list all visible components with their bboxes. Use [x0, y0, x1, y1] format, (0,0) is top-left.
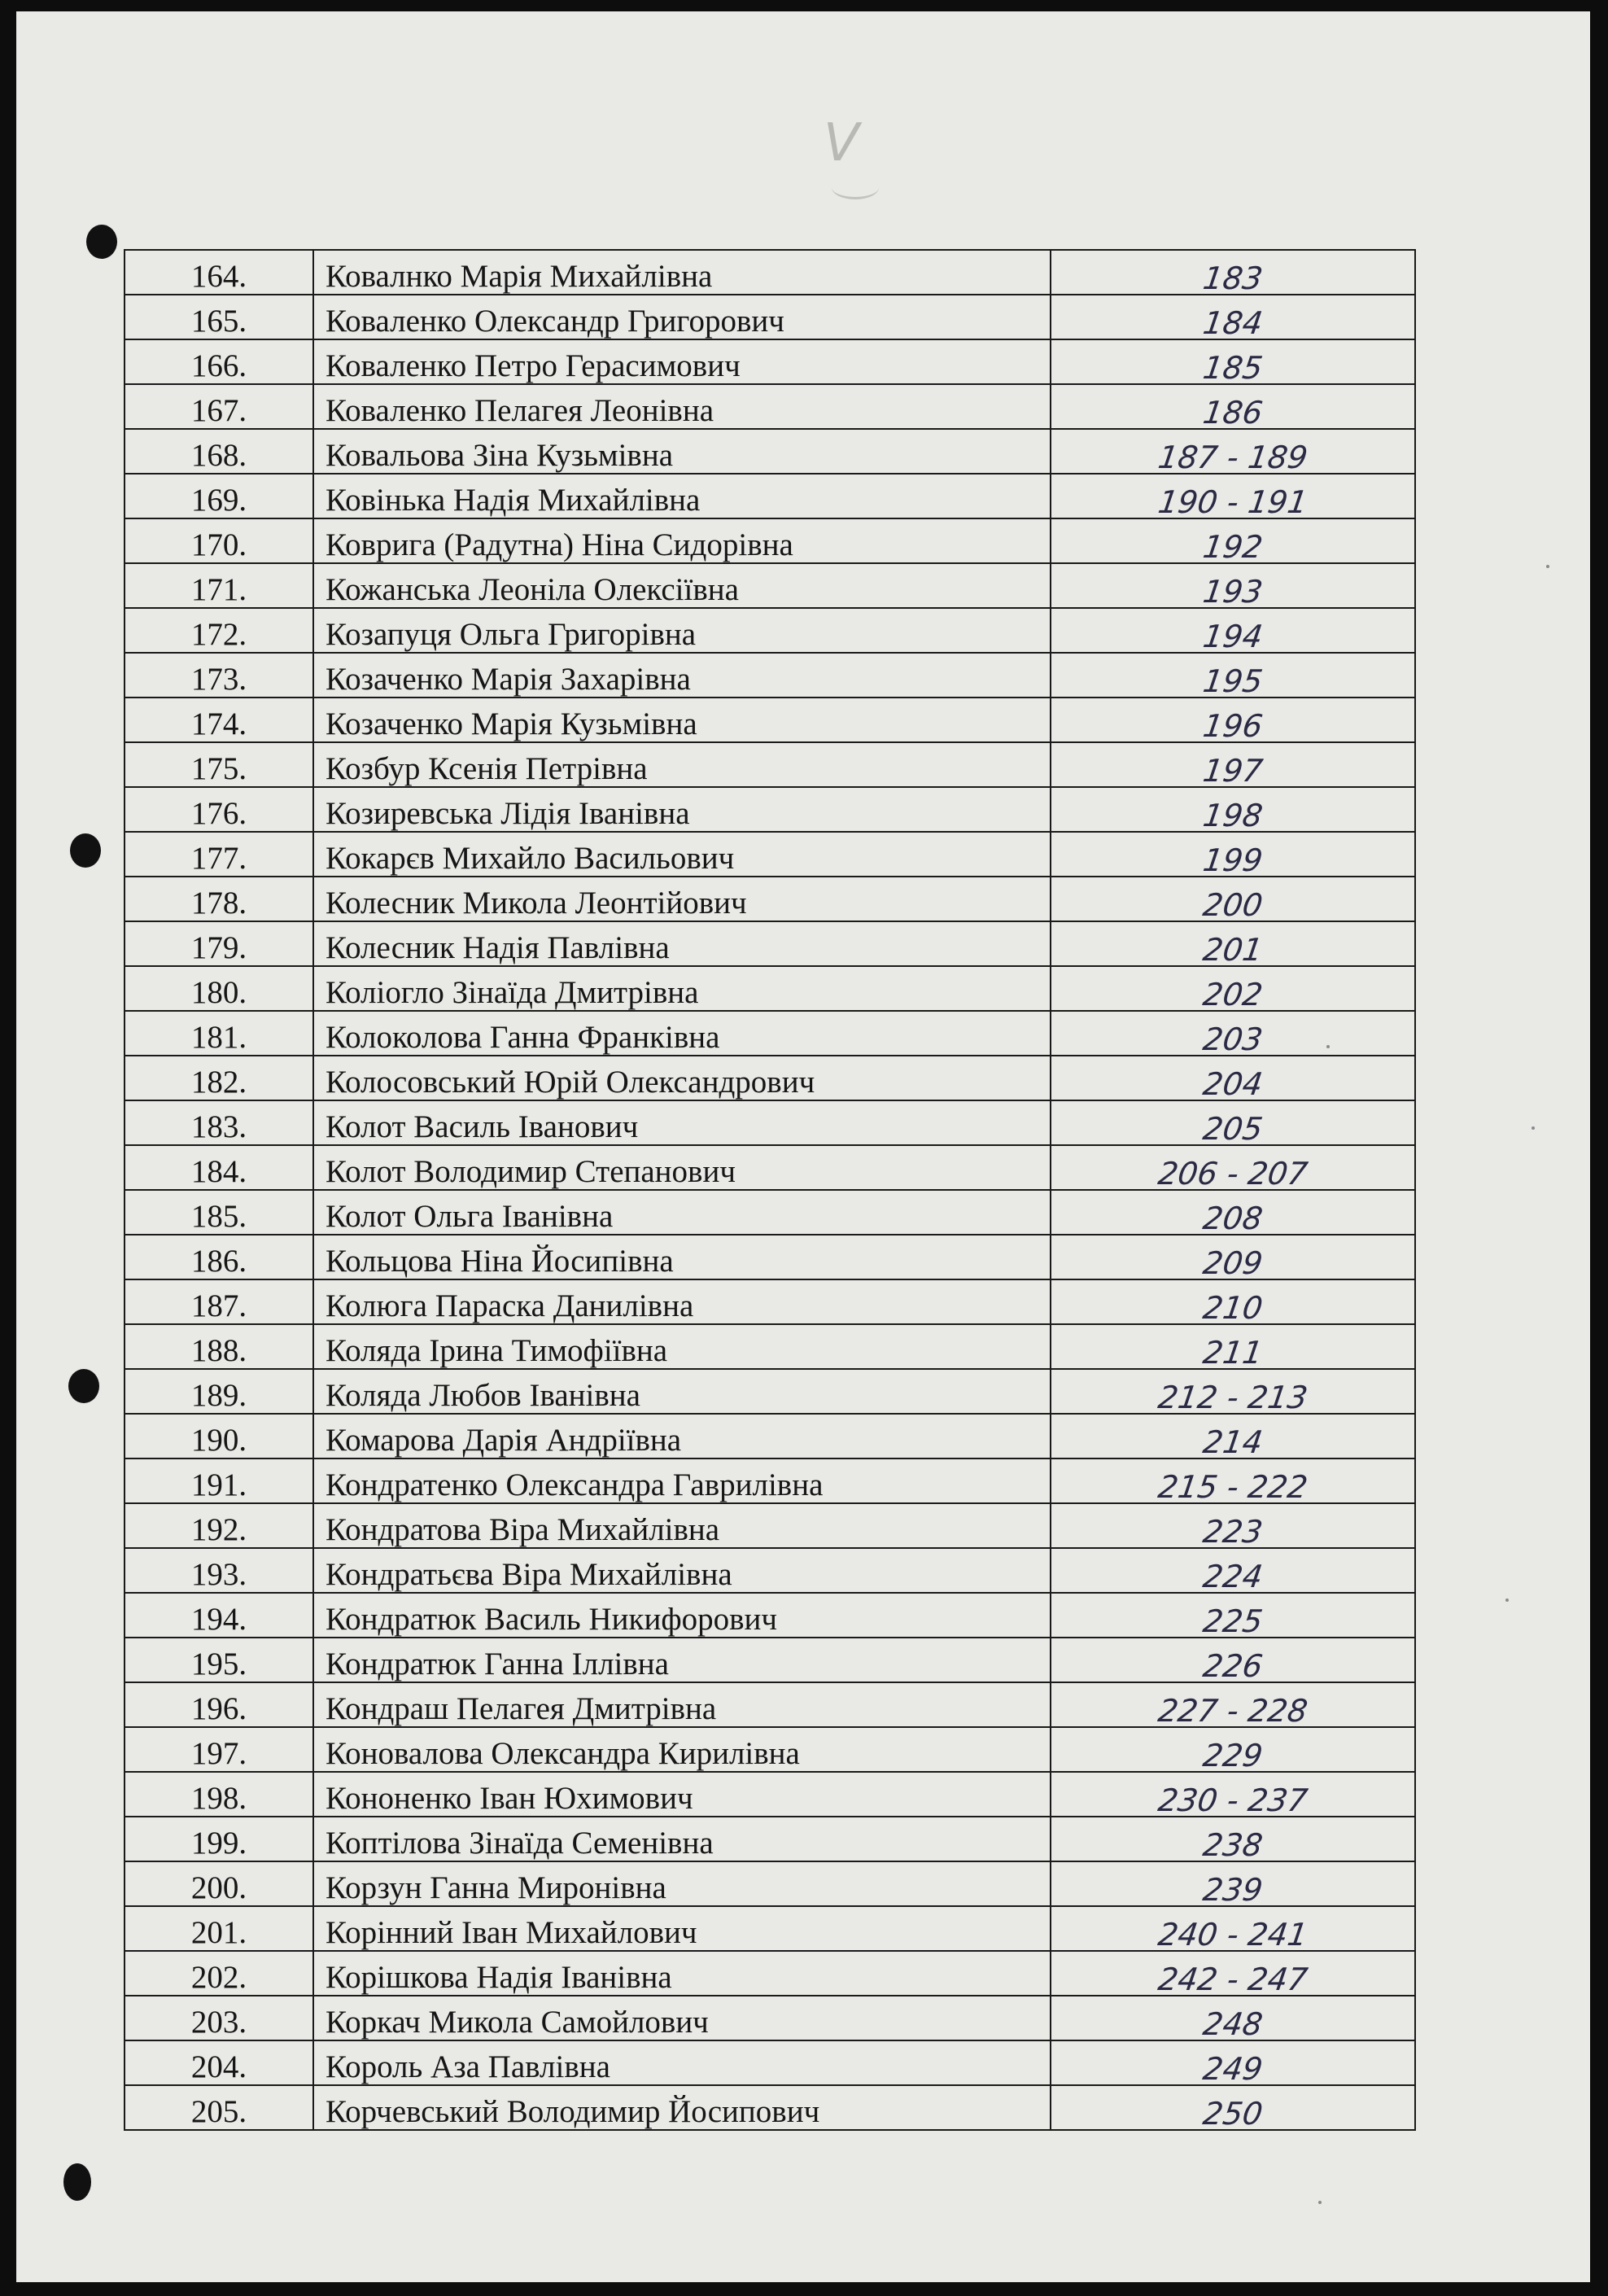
page-number-handwritten: 248	[1200, 2006, 1265, 2042]
person-name-cell: Колот Володимир Степанович	[313, 1145, 1051, 1190]
page-number-handwritten: 240 - 241	[1156, 1917, 1310, 1953]
row-number-cell: 168.	[125, 429, 313, 474]
page-number-handwritten-cell	[1051, 1861, 1415, 1906]
table-row	[125, 1459, 1415, 1503]
person-name-cell: Колоколова Ганна Франківна	[313, 1011, 1051, 1056]
punch-hole	[63, 2163, 91, 2201]
page-number-handwritten: 224	[1200, 1559, 1265, 1594]
page-number-handwritten: 186	[1200, 395, 1265, 431]
table-row	[125, 1727, 1415, 1772]
table-row	[125, 1817, 1415, 1861]
page-number-handwritten: 198	[1200, 798, 1265, 833]
punch-hole	[86, 225, 117, 259]
row-number-cell: 167.	[125, 384, 313, 429]
row-number-cell: 180.	[125, 966, 313, 1011]
page-number-handwritten: 226	[1200, 1648, 1265, 1684]
page-number-handwritten: 242 - 247	[1156, 1961, 1310, 1997]
row-number-cell: 198.	[125, 1772, 313, 1817]
page-number-handwritten: 193	[1200, 574, 1265, 610]
row-number-cell: 194.	[125, 1593, 313, 1638]
table-row	[125, 877, 1415, 921]
page-number-handwritten: 197	[1200, 753, 1265, 789]
page-number-handwritten: 194	[1200, 619, 1265, 654]
person-name-cell: Корішкова Надія Іванівна	[313, 1951, 1051, 1996]
page-number-handwritten-cell	[1051, 1279, 1415, 1324]
row-number-cell: 165.	[125, 295, 313, 339]
page-number-handwritten-cell	[1051, 742, 1415, 787]
row-number-cell: 182.	[125, 1056, 313, 1100]
row-number-cell: 205.	[125, 2085, 313, 2130]
person-name-cell: Ковалнко Марія Михайлівна	[313, 250, 1051, 295]
person-name-cell: Колот Василь Іванович	[313, 1100, 1051, 1145]
row-number-cell: 191.	[125, 1459, 313, 1503]
page-number-handwritten-cell	[1051, 1369, 1415, 1414]
table-row	[125, 1772, 1415, 1817]
table-row	[125, 832, 1415, 877]
person-name-cell: Колосовський Юрій Олександрович	[313, 1056, 1051, 1100]
page-number-handwritten: 209	[1200, 1245, 1265, 1281]
row-number-cell: 200.	[125, 1861, 313, 1906]
row-number-cell: 166.	[125, 339, 313, 384]
page-number-handwritten-cell	[1051, 1324, 1415, 1369]
person-name-cell: Коптілова Зінаїда Семенівна	[313, 1817, 1051, 1861]
table-row	[125, 742, 1415, 787]
person-name-cell: Корчевський Володимир Йосипович	[313, 2085, 1051, 2130]
page-number-handwritten-cell	[1051, 1951, 1415, 1996]
page-number-handwritten: 239	[1200, 1872, 1265, 1908]
page-number-handwritten-cell	[1051, 832, 1415, 877]
page-number-handwritten-cell	[1051, 1593, 1415, 1638]
row-number-cell: 183.	[125, 1100, 313, 1145]
row-number-cell: 195.	[125, 1638, 313, 1682]
page-number-handwritten-cell	[1051, 1459, 1415, 1503]
page-number-handwritten-cell	[1051, 1011, 1415, 1056]
page-number-handwritten: 192	[1200, 529, 1265, 565]
table-row	[125, 1906, 1415, 1951]
table-row	[125, 295, 1415, 339]
page-number-handwritten: 230 - 237	[1156, 1782, 1310, 1818]
pencil-check-mark: V	[824, 113, 859, 173]
page-number-handwritten-cell	[1051, 518, 1415, 563]
page-number-handwritten-cell	[1051, 1503, 1415, 1548]
table-row	[125, 2085, 1415, 2130]
person-name-cell: Колесник Надія Павлівна	[313, 921, 1051, 966]
speck	[1546, 565, 1549, 568]
page-number-handwritten: 210	[1200, 1290, 1265, 1326]
table-row	[125, 250, 1415, 295]
person-name-cell: Кондраш Пелагея Дмитрівна	[313, 1682, 1051, 1727]
table-row	[125, 1414, 1415, 1459]
person-name-cell: Кольцова Ніна Йосипівна	[313, 1235, 1051, 1279]
page-number-handwritten: 195	[1200, 663, 1265, 699]
table-row	[125, 1235, 1415, 1279]
page-number-handwritten-cell	[1051, 966, 1415, 1011]
person-name-cell: Коляда Ірина Тимофіївна	[313, 1324, 1051, 1369]
table-row	[125, 384, 1415, 429]
person-name-cell: Кокарєв Михайло Васильович	[313, 832, 1051, 877]
table-row	[125, 1190, 1415, 1235]
person-name-cell: Ковальова Зіна Кузьмівна	[313, 429, 1051, 474]
page-number-handwritten: 214	[1200, 1424, 1265, 1460]
table-row	[125, 1011, 1415, 1056]
table-row	[125, 474, 1415, 518]
table-row	[125, 787, 1415, 832]
page-number-handwritten-cell	[1051, 1145, 1415, 1190]
page-number-handwritten: 196	[1200, 708, 1265, 744]
person-name-cell: Коваленко Петро Герасимович	[313, 339, 1051, 384]
punch-hole	[68, 1369, 99, 1403]
row-number-cell: 169.	[125, 474, 313, 518]
table-row	[125, 1279, 1415, 1324]
page-number-handwritten: 208	[1200, 1200, 1265, 1236]
row-number-cell: 178.	[125, 877, 313, 921]
page-number-handwritten-cell	[1051, 1996, 1415, 2040]
table-row	[125, 1861, 1415, 1906]
person-name-cell: Коліогло Зінаїда Дмитрівна	[313, 966, 1051, 1011]
page-number-handwritten: 212 - 213	[1156, 1380, 1310, 1415]
row-number-cell: 175.	[125, 742, 313, 787]
person-name-cell: Коврига (Радутна) Ніна Сидорівна	[313, 518, 1051, 563]
person-name-cell: Колот Ольга Іванівна	[313, 1190, 1051, 1235]
page-number-handwritten: 215 - 222	[1156, 1469, 1310, 1505]
row-number-cell: 201.	[125, 1906, 313, 1951]
page-number-handwritten: 203	[1200, 1021, 1265, 1057]
page-number-handwritten: 202	[1200, 977, 1265, 1012]
punch-hole	[70, 833, 101, 868]
person-name-cell: Коркач Микола Самойлович	[313, 1996, 1051, 2040]
page-number-handwritten-cell	[1051, 653, 1415, 698]
person-name-cell: Козаченко Марія Захарівна	[313, 653, 1051, 698]
person-name-cell: Кондратова Віра Михайлівна	[313, 1503, 1051, 1548]
person-name-cell: Кондратюк Ганна Іллівна	[313, 1638, 1051, 1682]
page-number-handwritten: 238	[1200, 1827, 1265, 1863]
page-number-handwritten-cell	[1051, 2040, 1415, 2085]
page-number-handwritten: 227 - 228	[1156, 1693, 1310, 1729]
page-number-handwritten-cell	[1051, 1190, 1415, 1235]
page-number-handwritten-cell	[1051, 1548, 1415, 1593]
page-number-handwritten: 190 - 191	[1156, 484, 1310, 520]
table-row	[125, 1996, 1415, 2040]
page-number-handwritten-cell	[1051, 1638, 1415, 1682]
row-number-cell: 192.	[125, 1503, 313, 1548]
person-name-cell: Кондратюк Василь Никифорович	[313, 1593, 1051, 1638]
table-row	[125, 698, 1415, 742]
page-number-handwritten: 199	[1200, 842, 1265, 878]
table-row	[125, 2040, 1415, 2085]
page-number-handwritten-cell	[1051, 339, 1415, 384]
table-row	[125, 653, 1415, 698]
table-row	[125, 339, 1415, 384]
page-number-handwritten-cell	[1051, 787, 1415, 832]
row-number-cell: 186.	[125, 1235, 313, 1279]
page-number-handwritten: 250	[1200, 2096, 1265, 2132]
row-number-cell: 184.	[125, 1145, 313, 1190]
row-number-cell: 188.	[125, 1324, 313, 1369]
page-number-handwritten-cell	[1051, 474, 1415, 518]
person-name-cell: Коновалова Олександра Кирилівна	[313, 1727, 1051, 1772]
page-number-handwritten-cell	[1051, 250, 1415, 295]
row-number-cell: 193.	[125, 1548, 313, 1593]
table-row	[125, 1145, 1415, 1190]
page-number-handwritten-cell	[1051, 1727, 1415, 1772]
page-number-handwritten-cell	[1051, 1682, 1415, 1727]
row-number-cell: 172.	[125, 608, 313, 653]
row-number-cell: 189.	[125, 1369, 313, 1414]
person-name-cell: Корзун Ганна Миронівна	[313, 1861, 1051, 1906]
table-row	[125, 1638, 1415, 1682]
page-number-handwritten-cell	[1051, 1056, 1415, 1100]
table-row	[125, 518, 1415, 563]
page-number-handwritten-cell	[1051, 1235, 1415, 1279]
page-number-handwritten-cell	[1051, 608, 1415, 653]
page-number-handwritten-cell	[1051, 1414, 1415, 1459]
table-row	[125, 1548, 1415, 1593]
page-number-handwritten: 249	[1200, 2051, 1265, 2087]
speck	[1532, 1126, 1535, 1130]
table-row	[125, 1593, 1415, 1638]
page-number-handwritten-cell	[1051, 563, 1415, 608]
page-number-handwritten: 184	[1200, 305, 1265, 341]
table-row	[125, 966, 1415, 1011]
pencil-underline	[832, 176, 879, 199]
page-number-handwritten: 204	[1200, 1066, 1265, 1102]
page-number-handwritten-cell	[1051, 295, 1415, 339]
row-number-cell: 197.	[125, 1727, 313, 1772]
person-name-cell: Козаченко Марія Кузьмівна	[313, 698, 1051, 742]
person-name-cell: Кондратенко Олександра Гаврилівна	[313, 1459, 1051, 1503]
row-number-cell: 179.	[125, 921, 313, 966]
page-number-handwritten-cell	[1051, 1906, 1415, 1951]
row-number-cell: 164.	[125, 250, 313, 295]
table-row	[125, 1369, 1415, 1414]
page-number-handwritten: 187 - 189	[1156, 440, 1310, 475]
row-number-cell: 177.	[125, 832, 313, 877]
speck	[1505, 1598, 1509, 1602]
page-number-handwritten: 201	[1200, 932, 1265, 968]
table-row	[125, 608, 1415, 653]
person-name-cell: Король Аза Павлівна	[313, 2040, 1051, 2085]
person-name-cell: Колюга Параска Данилівна	[313, 1279, 1051, 1324]
person-name-cell: Кононенко Іван Юхимович	[313, 1772, 1051, 1817]
person-name-cell: Кондратьєва Віра Михайлівна	[313, 1548, 1051, 1593]
table-row	[125, 1951, 1415, 1996]
register-table	[124, 249, 1416, 2131]
row-number-cell: 203.	[125, 1996, 313, 2040]
table-row	[125, 1056, 1415, 1100]
table-row	[125, 1324, 1415, 1369]
page-number-handwritten: 211	[1200, 1335, 1265, 1371]
page-number-handwritten: 225	[1200, 1603, 1265, 1639]
person-name-cell: Комарова Дарія Андріївна	[313, 1414, 1051, 1459]
table-row	[125, 921, 1415, 966]
page-number-handwritten: 206 - 207	[1156, 1156, 1310, 1192]
person-name-cell: Колесник Микола Леонтійович	[313, 877, 1051, 921]
page-number-handwritten: 183	[1200, 260, 1265, 296]
speck	[1318, 2201, 1322, 2204]
row-number-cell: 190.	[125, 1414, 313, 1459]
person-name-cell: Корінний Іван Михайлович	[313, 1906, 1051, 1951]
table-row	[125, 1503, 1415, 1548]
person-name-cell: Козиревська Лідія Іванівна	[313, 787, 1051, 832]
person-name-cell: Коваленко Пелагея Леонівна	[313, 384, 1051, 429]
person-name-cell: Козапуця Ольга Григорівна	[313, 608, 1051, 653]
page-number-handwritten: 185	[1200, 350, 1265, 386]
page-number-handwritten-cell	[1051, 1817, 1415, 1861]
row-number-cell: 170.	[125, 518, 313, 563]
page-number-handwritten-cell	[1051, 384, 1415, 429]
person-name-cell: Козбур Ксенія Петрівна	[313, 742, 1051, 787]
row-number-cell: 202.	[125, 1951, 313, 1996]
page-number-handwritten: 205	[1200, 1111, 1265, 1147]
page-number-handwritten-cell	[1051, 2085, 1415, 2130]
table-row	[125, 1100, 1415, 1145]
person-name-cell: Кожанська Леоніла Олексіївна	[313, 563, 1051, 608]
row-number-cell: 196.	[125, 1682, 313, 1727]
row-number-cell: 173.	[125, 653, 313, 698]
table-row	[125, 429, 1415, 474]
page-number-handwritten-cell	[1051, 877, 1415, 921]
page-number-handwritten: 223	[1200, 1514, 1265, 1550]
row-number-cell: 176.	[125, 787, 313, 832]
row-number-cell: 187.	[125, 1279, 313, 1324]
table-row	[125, 563, 1415, 608]
page-number-handwritten-cell	[1051, 1100, 1415, 1145]
row-number-cell: 171.	[125, 563, 313, 608]
page-number-handwritten-cell	[1051, 429, 1415, 474]
person-name-cell: Ковінька Надія Михайлівна	[313, 474, 1051, 518]
page-number-handwritten: 229	[1200, 1738, 1265, 1773]
row-number-cell: 174.	[125, 698, 313, 742]
table-row	[125, 1682, 1415, 1727]
page-number-handwritten: 200	[1200, 887, 1265, 923]
row-number-cell: 181.	[125, 1011, 313, 1056]
page-number-handwritten-cell	[1051, 698, 1415, 742]
person-name-cell: Коляда Любов Іванівна	[313, 1369, 1051, 1414]
page-number-handwritten-cell	[1051, 921, 1415, 966]
row-number-cell: 185.	[125, 1190, 313, 1235]
row-number-cell: 199.	[125, 1817, 313, 1861]
person-name-cell: Коваленко Олександр Григорович	[313, 295, 1051, 339]
row-number-cell: 204.	[125, 2040, 313, 2085]
page-number-handwritten-cell	[1051, 1772, 1415, 1817]
